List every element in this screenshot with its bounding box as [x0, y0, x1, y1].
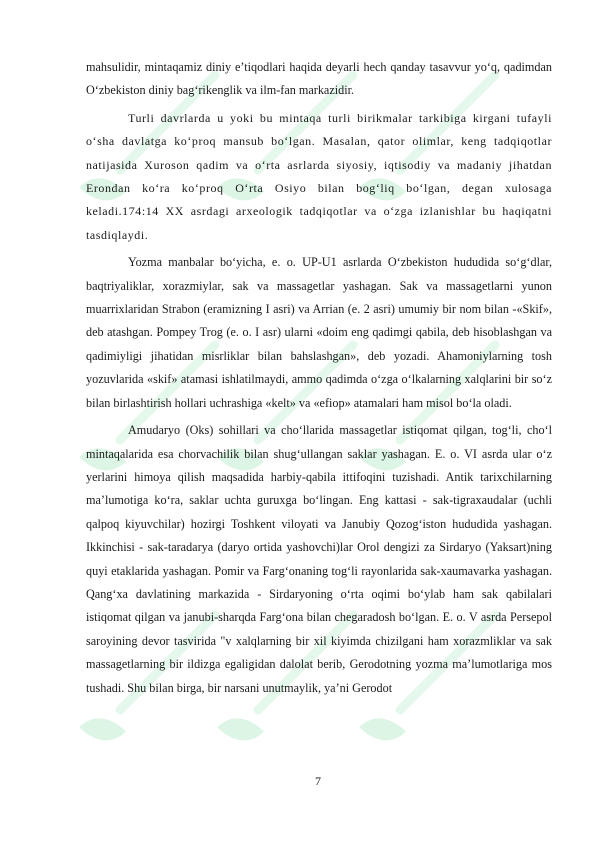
- watermark-mark: [359, 706, 406, 753]
- body-text: [86, 56, 552, 704]
- paragraph-written-sources: Yozma manbalar bo‘yicha, e. o. UP-U1 asrlarda O‘zbekiston hududida so‘g‘dlar, baqtriyaliklar, xorazmiylar, sak va massagetlar yashagan. Sak va massagetlarni yunon muarrixlaridan Strabon (eramizning I asri) va Arrian (e. 2 asri) umumiy bir nom bilan -«Skif», deb atashgan. Pompey Trog (e. o. I asr) ularni «doim eng qadimgi qabila, deb hisoblashgan va qadimiyligi jihatidan misrliklar bilan bahslashgan», deb yozadi. Ahamoniylarning tosh yozuvlarida «skif» atamasi ishlatilmaydi, ammo qadimda o‘zga o‘lkalarning xalqlarini bir so‘z bilan birlashtirish hollari uchrashiga «kelt» va «efiop» atamalari ham misol bo‘la oladi.: [86, 255, 552, 410]
- paragraph-continuation: mahsulidir, mintaqamiz diniy e’tiqodlari haqida deyarli hech qanday tasavvur yo‘q, qadimdan O‘zbekiston diniy bag‘rikenglik va ilm-fan markazidir.: [86, 60, 552, 98]
- watermark-mark: [79, 706, 126, 753]
- paragraph-regions: Turli davrlarda u yoki bu mintaqa turli birikmalar tarkibiga kirgani tufayli o‘sha davlatga ko‘proq mansub bo‘lgan. Masalan, qator olimlar, keng tadqiqotlar natijasida Xuroson qadim va o‘rta asrlarda siyosiy, iqtisodiy va madaniy jihatdan Erondan ko‘ra ko‘proq O‘rta Osiyo bilan bog‘liq bo‘lgan, degan xulosaga keladi.174:14 XX asrdagi arxeologik tadqiqotlar va o‘zga izlanishlar bu haqiqatni tasdiqlaydi.: [86, 110, 552, 242]
- page-number: 7: [315, 774, 321, 788]
- paragraph-amudaryo: Amudaryo (Oks) sohillari va cho‘llarida massagetlar istiqomat qilgan, tog‘li, cho‘l mintaqalarida esa chorvachilik bilan shug‘ullangan saklar yashagan. E. o. VI asrda ular o‘z yerlarini himoya qilish maqsadida harbiy-qabila ittifoqini tuzishadi. Antik tarixchilarning ma’lumotiga ko‘ra, saklar uchta guruxga bo‘lingan. Eng kattasi - sak-tigraxaudalar (uchli qalpoq kiyuvchilar) hozirgi Toshkent viloyati va Janubiy Qozog‘iston hududida yashagan. Ikkinchisi - sak-taradarya (daryo ortida yashovchi)lar Orol dengizi za Sirdaryo (Yaksart)ning quyi etaklarida yashagan. Pomir va Farg‘onaning tog‘li rayonlarida sak-xaumavarka yashagan. Qang‘xa davlatining markazida - Sirdaryoning o‘rta oqimi bo‘ylab ham sak qabilalari istiqomat qilgan va janubi-sharqda Farg‘ona bilan chegaradosh bo‘lgan. E. o. V asrda Persepol saroyining devor tasvirida "v xalqlarning bir xil kiyimda chizilgani ham xorazmliklar va sak massagetlarning bir ildizga egaligidan dalolat berib, Gerodotning yozma ma’lumotlariga mos tushadi. Shu bilan birga, bir narsani unutmaylik, ya’ni Gerodot: [86, 423, 552, 695]
- watermark-mark: [217, 706, 264, 753]
